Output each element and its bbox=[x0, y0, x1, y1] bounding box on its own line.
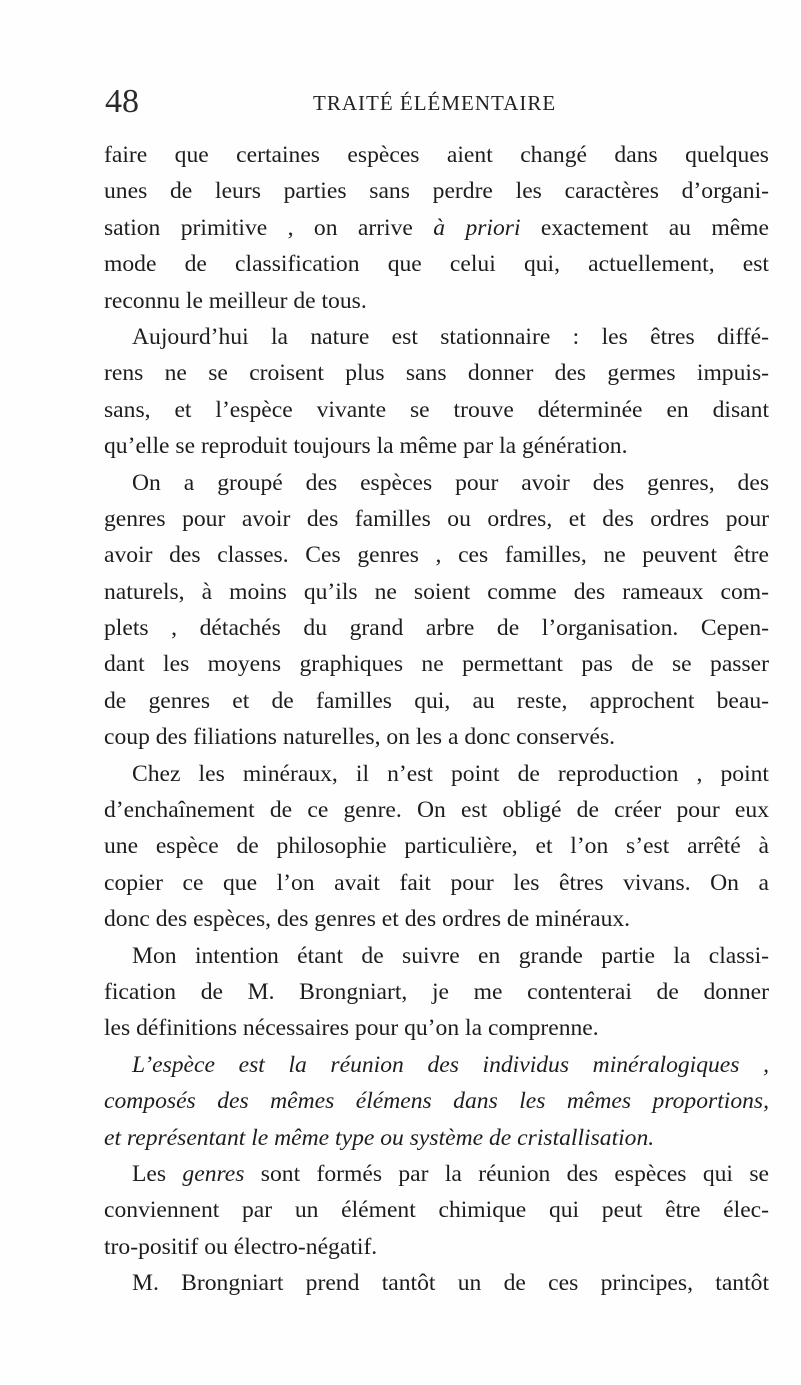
running-title: TRAITÉ ÉLÉMENTAIRE bbox=[313, 91, 557, 115]
text-line: avoir des classes. Ces genres , ces familles, ne peuvent être bbox=[104, 542, 769, 569]
text-line: conviennent par un élément chimique qui peut être élec- bbox=[104, 1197, 769, 1224]
italic-run: à priori bbox=[433, 214, 521, 241]
text-line: de genres et de familles qui, au reste, approchent beau- bbox=[104, 687, 769, 714]
paragraph-first-line: M. Brongniart prend tantôt un de ces principes, tantôt bbox=[132, 1270, 769, 1297]
running-head bbox=[105, 82, 765, 122]
text-line: plets , détachés du grand arbre de l’organisation. Cepen- bbox=[104, 615, 769, 642]
text-line: rens ne se croisent plus sans donner des germes impuis- bbox=[104, 360, 769, 387]
text-line: dant les moyens graphiques ne permettant pas de se passer bbox=[104, 651, 769, 678]
text-run: sont formés par la réunion des espèces qui se bbox=[244, 1160, 769, 1187]
text-line: les définitions nécessaires pour qu’on la comprenne. bbox=[104, 1015, 599, 1042]
text-line: naturels, à moins qu’ils ne soient comme des rameaux com- bbox=[104, 578, 769, 605]
definition-line: et représentant le même type ou système de cristallisation. bbox=[104, 1124, 655, 1151]
text-line: faire que certaines espèces aient changé dans quelques bbox=[104, 142, 769, 168]
paragraph-first-line: Aujourd’hui la nature est stationnaire : les êtres diffé- bbox=[132, 323, 769, 350]
text-line: tro-positif ou électro-négatif. bbox=[104, 1233, 378, 1260]
text-line: mode de classification que celui qui, actuellement, est bbox=[104, 251, 769, 278]
text-line: une espèce de philosophie particulière, et l’on s’est arrêté à bbox=[104, 833, 769, 860]
text-line: unes de leurs parties sans perdre les caractères d’organi- bbox=[104, 178, 769, 205]
italic-run: genres bbox=[182, 1160, 245, 1187]
text-line: coup des filiations naturelles, on les a donc conservés. bbox=[104, 724, 616, 751]
text-run: Les bbox=[132, 1160, 183, 1187]
body-text bbox=[104, 137, 769, 1302]
text-run: sation primitive , on arrive bbox=[104, 214, 434, 241]
text-line bbox=[104, 210, 769, 246]
text-line: fication de M. Brongniart, je me contenterai de donner bbox=[104, 978, 769, 1005]
paragraph-first-line: On a groupé des espèces pour avoir des genres, des bbox=[132, 469, 769, 496]
text-line: sans, et l’espèce vivante se trouve déterminée en disant bbox=[104, 396, 769, 423]
text-line: genres pour avoir des familles ou ordres, et des ordres pour bbox=[104, 505, 769, 532]
text-run: exactement au même bbox=[520, 214, 769, 241]
text-line: d’enchaînement de ce genre. On est obligé de créer pour eux bbox=[104, 797, 769, 824]
definition-line: L’espèce est la réunion des individus minéralogiques , bbox=[132, 1051, 769, 1078]
paragraph-first-line: Chez les minéraux, il n’est point de reproduction , point bbox=[132, 760, 769, 787]
text-line: qu’elle se reproduit toujours la même par la génération. bbox=[104, 433, 628, 460]
paragraph-first-line: Mon intention étant de suivre en grande partie la classi- bbox=[132, 942, 769, 969]
text-line: copier ce que l’on avait fait pour les êtres vivans. On a bbox=[104, 869, 769, 896]
page-number: 48 bbox=[105, 83, 139, 120]
definition-line: composés des mêmes élémens dans les mêmes proportions, bbox=[104, 1088, 769, 1115]
paragraph-first-line bbox=[104, 1156, 769, 1192]
text-line: reconnu le meilleur de tous. bbox=[104, 287, 367, 314]
text-line: donc des espèces, des genres et des ordres de minéraux. bbox=[104, 906, 631, 933]
